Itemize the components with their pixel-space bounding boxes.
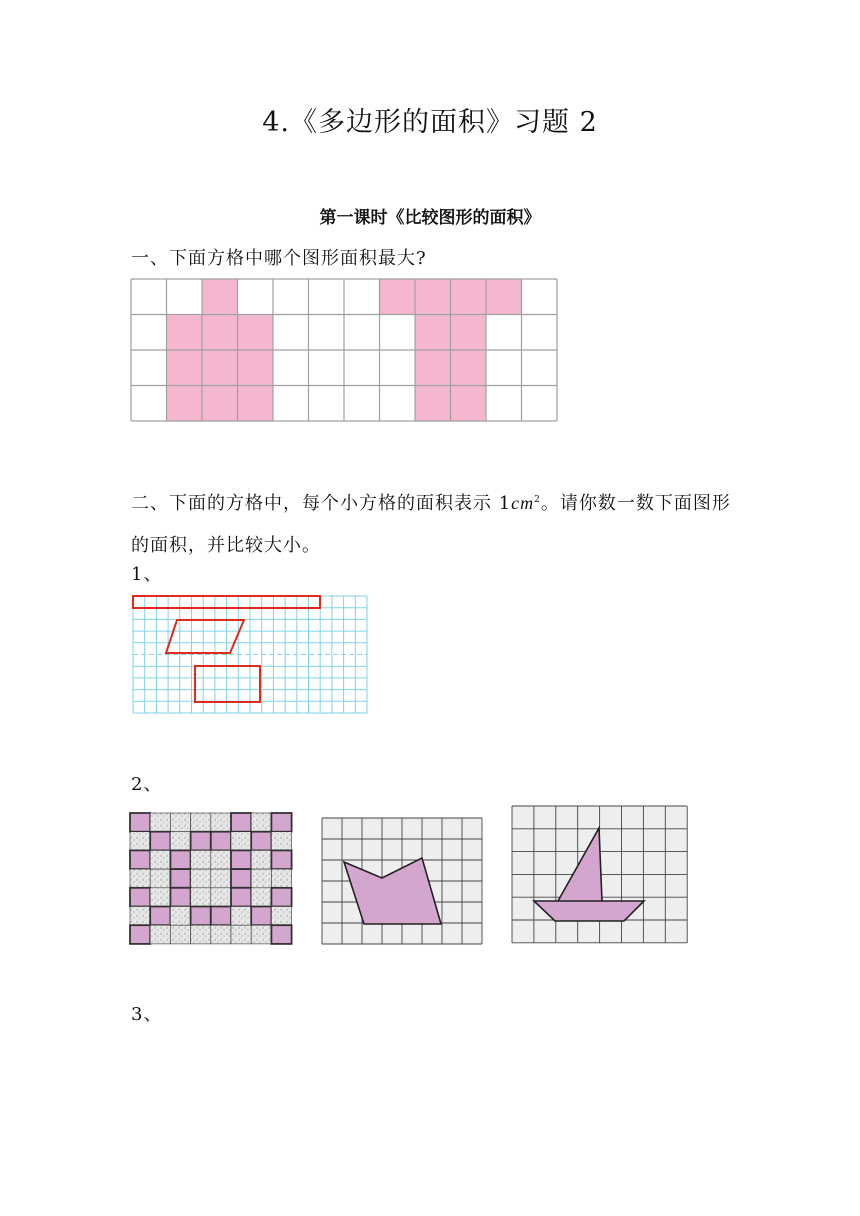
pink-cell: [211, 832, 231, 851]
speckled-cell: [130, 907, 150, 926]
speckled-cell: [150, 850, 170, 869]
lesson-subtitle: 第一课时《比较图形的面积》: [319, 208, 541, 228]
part-3-label: 3、: [131, 1004, 163, 1025]
part-1-label: 1、: [131, 564, 163, 585]
part-2-label: 2、: [131, 774, 163, 795]
speckled-cell: [191, 850, 211, 869]
pink-cell: [231, 869, 251, 888]
speckled-cell: [150, 888, 170, 907]
pink-cell: [415, 350, 451, 386]
pink-cell: [202, 279, 238, 315]
question-2-text-before: 二、下面的方格中，每个小方格的面积表示 1: [131, 493, 512, 514]
pink-cell: [451, 386, 487, 422]
pink-cell: [271, 850, 291, 869]
pink-cell: [251, 907, 271, 926]
question-2: [131, 479, 731, 567]
speckled-cell: [251, 813, 271, 832]
pink-cell: [167, 350, 203, 386]
pink-cell: [130, 850, 150, 869]
pink-cell: [415, 386, 451, 422]
speckled-cell: [150, 869, 170, 888]
pink-cell: [202, 350, 238, 386]
pink-cell: [415, 315, 451, 351]
parallelogram: [166, 620, 244, 653]
pink-cell: [231, 888, 251, 907]
figure-crown-shape: [322, 818, 482, 944]
pink-cell: [380, 279, 416, 315]
speckled-cell: [271, 907, 291, 926]
question-2-text-after: 。请你数一数下面图形的面积，并比较大小。: [131, 493, 731, 556]
speckled-cell: [170, 832, 190, 851]
question-1: 一、下面方格中哪个图形面积最大?: [131, 248, 427, 269]
speckled-cell: [170, 813, 190, 832]
speckled-cell: [191, 925, 211, 944]
pink-cell: [130, 925, 150, 944]
speckled-cell: [231, 832, 251, 851]
speckled-cell: [170, 925, 190, 944]
speckled-cell: [231, 925, 251, 944]
speckled-cell: [130, 869, 150, 888]
pink-cell: [130, 888, 150, 907]
pink-cell: [170, 869, 190, 888]
figure-blue-grid-red-shapes: [131, 595, 369, 713]
speckled-cell: [251, 869, 271, 888]
pink-cell: [202, 386, 238, 422]
pink-cell: [150, 907, 170, 926]
pink-cell: [451, 279, 487, 315]
speckled-cell: [130, 832, 150, 851]
speckled-cell: [231, 907, 251, 926]
pink-cell: [271, 925, 291, 944]
figure-sailboat-shape: [512, 806, 687, 943]
figure-pink-shapes-grid: [131, 279, 557, 422]
pink-cell: [415, 279, 451, 315]
pink-cell: [486, 279, 522, 315]
speckled-cell: [211, 813, 231, 832]
pink-cell: [202, 315, 238, 351]
speckled-cell: [191, 813, 211, 832]
page-title: 4.《多边形的面积》习题 2: [262, 107, 598, 138]
speckled-cell: [211, 850, 231, 869]
speckled-cell: [211, 869, 231, 888]
pink-cell: [130, 813, 150, 832]
pink-cell: [150, 832, 170, 851]
pink-cell: [231, 813, 251, 832]
speckled-cell: [271, 869, 291, 888]
pink-cell: [231, 850, 251, 869]
pink-cell: [251, 832, 271, 851]
speckled-cell: [211, 888, 231, 907]
pink-cell: [211, 907, 231, 926]
pink-cell: [451, 350, 487, 386]
speckled-cell: [170, 907, 190, 926]
speckled-cell: [251, 888, 271, 907]
speckled-cell: [150, 813, 170, 832]
pink-cell: [191, 907, 211, 926]
pink-cell: [170, 850, 190, 869]
pink-cell: [170, 888, 190, 907]
speckled-cell: [211, 925, 231, 944]
pink-cell: [238, 315, 274, 351]
speckled-cell: [271, 832, 291, 851]
pink-cell: [238, 386, 274, 422]
speckled-cell: [251, 850, 271, 869]
unit-label: cm: [511, 493, 535, 513]
speckled-cell: [150, 925, 170, 944]
speckled-cell: [251, 925, 271, 944]
pink-cell: [271, 813, 291, 832]
pink-cell: [238, 350, 274, 386]
speckled-cell: [191, 869, 211, 888]
pink-cell: [451, 315, 487, 351]
figure-checkered-pattern: [130, 813, 292, 944]
pink-cell: [167, 315, 203, 351]
speckled-cell: [191, 888, 211, 907]
pink-cell: [167, 386, 203, 422]
pink-cell: [191, 832, 211, 851]
pink-cell: [271, 888, 291, 907]
unit-power: 2: [534, 495, 541, 505]
